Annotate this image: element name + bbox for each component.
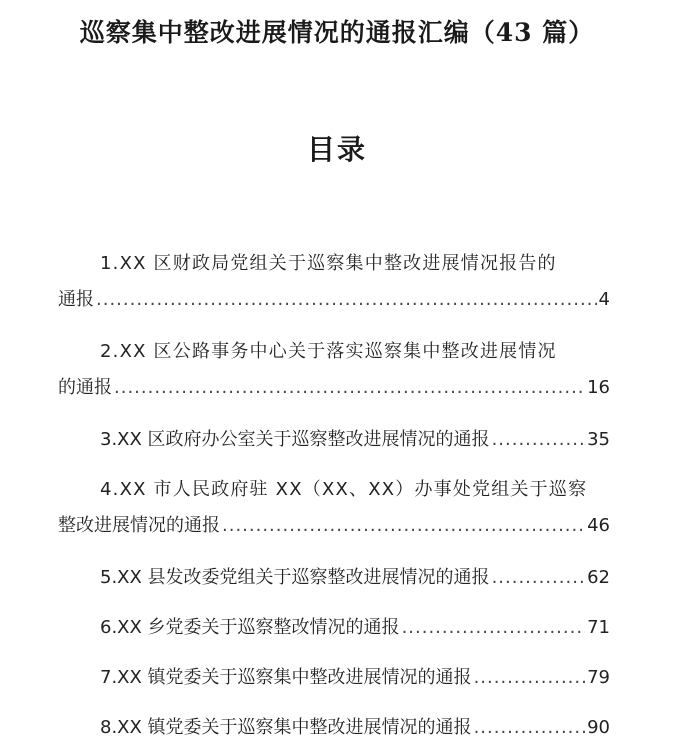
toc-entry-4-page: 46 — [587, 515, 610, 536]
toc-leader-dots — [492, 422, 586, 458]
toc-entry-8-text: 8.XX 镇党委关于巡察集中整改进展情况的通报 — [100, 717, 472, 738]
toc-leader-dots — [114, 370, 585, 406]
toc-entry-2-page: 16 — [587, 377, 610, 398]
toc-entry-4-line1: 4.XX 市人民政府驻 XX（XX、XX）办事处党组关于巡察 — [100, 479, 588, 500]
toc-entry-7[interactable] — [58, 660, 610, 696]
toc-leader-dots — [222, 508, 585, 544]
toc-entry-3-text: 3.XX 区政府办公室关于巡察整改进展情况的通报 — [100, 429, 490, 450]
toc-heading: 目录 — [306, 133, 367, 166]
toc-entry-7-text: 7.XX 镇党委关于巡察集中整改进展情况的通报 — [100, 667, 472, 688]
table-of-contents — [58, 246, 610, 746]
toc-entry-2-line1: 2.XX 区公路事务中心关于落实巡察集中整改进展情况 — [100, 341, 557, 362]
toc-entry-3-page: 35 — [587, 429, 610, 450]
toc-leader-dots — [402, 610, 586, 646]
toc-entry-4-line2: 整改进展情况的通报 — [58, 515, 220, 536]
toc-leader-dots — [474, 660, 586, 696]
toc-entry-2-line2: 的通报 — [58, 377, 112, 398]
toc-entry-1-line2: 通报 — [58, 289, 94, 310]
toc-entry-1-page: 4 — [598, 289, 610, 310]
toc-entry-6-text: 6.XX 乡党委关于巡察整改情况的通报 — [100, 617, 400, 638]
toc-entry-8[interactable] — [58, 710, 610, 746]
toc-entry-6-page: 71 — [587, 617, 610, 638]
toc-entry-2[interactable] — [58, 334, 610, 408]
toc-entry-5-page: 62 — [587, 567, 610, 588]
toc-entry-1[interactable] — [58, 246, 610, 320]
toc-entry-5-text: 5.XX 县发改委党组关于巡察整改进展情况的通报 — [100, 567, 490, 588]
toc-entry-5[interactable] — [58, 560, 610, 596]
toc-entry-4[interactable] — [58, 472, 610, 546]
toc-leader-dots — [492, 560, 586, 596]
document-title: 巡察集中整改进展情况的通报汇编（43 篇） — [79, 18, 595, 47]
toc-leader-dots — [96, 282, 597, 318]
toc-entry-6[interactable] — [58, 610, 610, 646]
toc-entry-8-page: 90 — [587, 717, 610, 738]
toc-entry-1-line1: 1.XX 区财政局党组关于巡察集中整改进展情况报告的 — [100, 253, 557, 274]
toc-leader-dots — [474, 710, 586, 746]
toc-entry-3[interactable] — [58, 422, 610, 458]
toc-entry-7-page: 79 — [587, 667, 610, 688]
